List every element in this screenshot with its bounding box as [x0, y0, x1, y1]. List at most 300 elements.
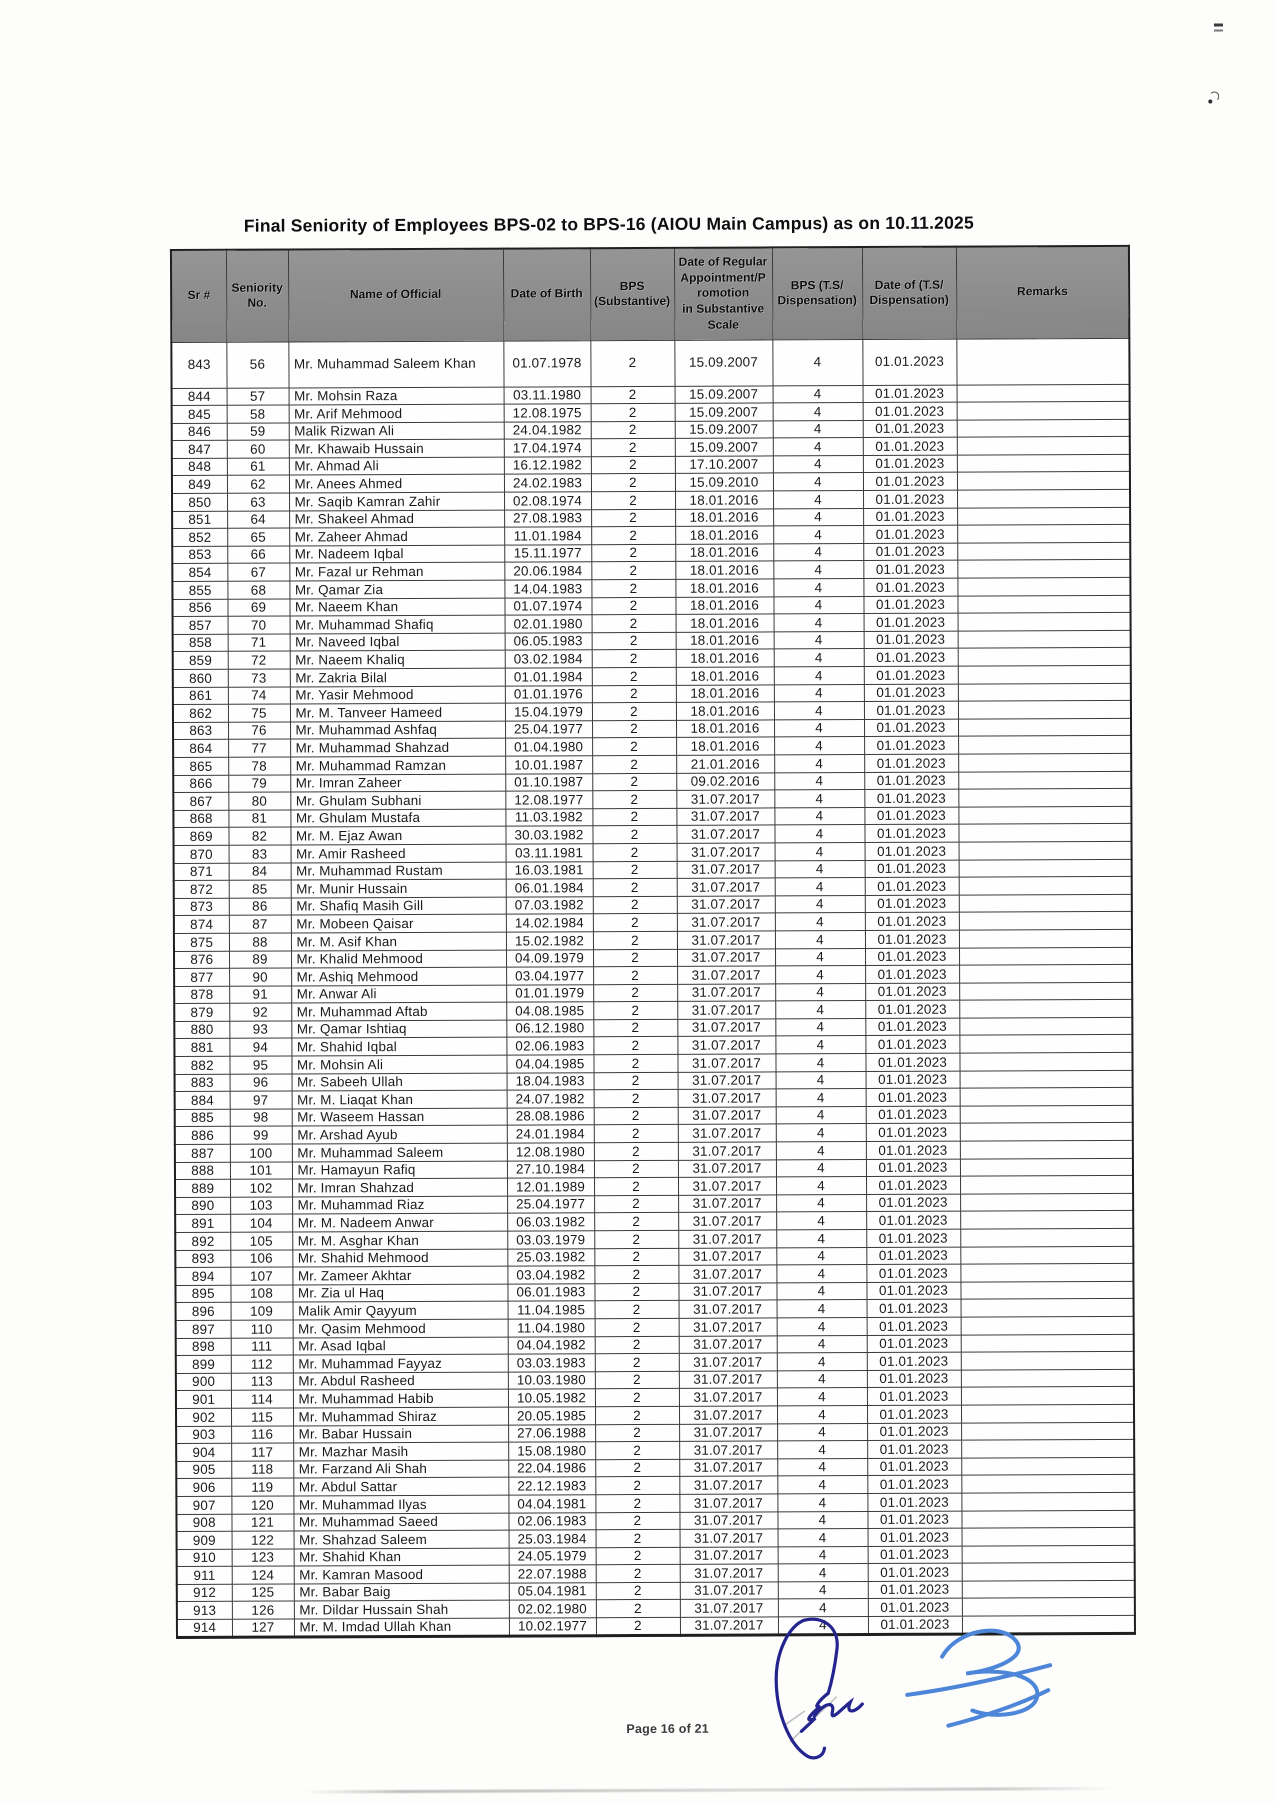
cell-bps-substantive: 2 — [592, 650, 676, 668]
cell-date-ts: 01.01.2023 — [866, 1194, 960, 1212]
cell-remarks — [957, 595, 1130, 613]
cell-date-regular: 31.07.2017 — [678, 1230, 776, 1248]
cell-remarks — [957, 525, 1130, 543]
cell-sr: 880 — [174, 1021, 229, 1039]
cell-bps-ts: 4 — [775, 860, 865, 878]
cell-bps-ts: 4 — [774, 684, 864, 702]
cell-date-ts: 01.01.2023 — [866, 1282, 960, 1300]
cell-seniority-no: 69 — [227, 599, 289, 617]
cell-seniority-no: 75 — [228, 704, 290, 722]
cell-bps-substantive: 2 — [593, 949, 677, 967]
cell-date-ts: 01.01.2023 — [867, 1299, 961, 1317]
cell-date-of-birth: 27.10.1984 — [507, 1160, 594, 1178]
cell-date-of-birth: 27.06.1988 — [508, 1424, 595, 1442]
cell-sr: 902 — [176, 1408, 231, 1426]
cell-date-of-birth: 01.01.1984 — [505, 668, 592, 686]
cell-bps-substantive: 2 — [591, 544, 675, 562]
cell-sr: 890 — [175, 1197, 230, 1215]
cell-date-of-birth: 05.04.1981 — [509, 1583, 596, 1601]
cell-seniority-no: 62 — [227, 475, 289, 493]
cell-bps-substantive: 2 — [591, 597, 675, 615]
cell-bps-ts: 4 — [776, 1071, 866, 1089]
cell-bps-substantive: 2 — [592, 738, 676, 756]
cell-name: Mr. Muhammad Fayyaz — [293, 1354, 508, 1373]
cell-date-ts: 01.01.2023 — [863, 561, 957, 579]
cell-bps-ts: 4 — [774, 702, 864, 720]
cell-bps-substantive: 2 — [594, 1283, 678, 1301]
scan-artifact-mid — [1209, 91, 1219, 101]
cell-bps-ts: 4 — [773, 491, 863, 509]
cell-bps-substantive: 2 — [593, 914, 677, 932]
cell-date-ts: 01.01.2023 — [864, 649, 958, 667]
cell-date-of-birth: 01.04.1980 — [505, 738, 592, 756]
cell-seniority-no: 100 — [230, 1144, 292, 1162]
cell-date-ts: 01.01.2023 — [868, 1563, 962, 1581]
cell-bps-ts: 4 — [776, 1124, 866, 1142]
cell-date-regular: 31.07.2017 — [680, 1529, 778, 1547]
cell-date-regular: 31.07.2017 — [678, 1142, 776, 1160]
cell-bps-substantive: 2 — [591, 562, 675, 580]
cell-seniority-no: 99 — [230, 1126, 292, 1144]
cell-bps-ts: 4 — [778, 1564, 868, 1582]
cell-remarks — [959, 859, 1132, 877]
cell-date-regular: 31.07.2017 — [680, 1582, 778, 1600]
cell-sr: 855 — [172, 581, 227, 599]
cell-seniority-no: 126 — [232, 1601, 294, 1619]
cell-name: Mr. Shahid Iqbal — [291, 1038, 506, 1057]
cell-remarks — [960, 1228, 1133, 1246]
cell-name: Mr. Kamran Masood — [294, 1565, 509, 1584]
cell-sr: 864 — [173, 740, 228, 758]
cell-sr: 882 — [174, 1056, 229, 1074]
cell-date-of-birth: 03.11.1981 — [506, 844, 593, 862]
cell-remarks — [958, 753, 1131, 771]
cell-name: Mr. Abdul Rasheed — [293, 1372, 508, 1391]
cell-date-of-birth: 03.03.1983 — [508, 1354, 595, 1372]
cell-name: Mr. Naveed Iqbal — [290, 633, 505, 652]
cell-bps-ts: 4 — [773, 526, 863, 544]
cell-seniority-no: 84 — [229, 863, 291, 881]
cell-date-of-birth: 11.04.1985 — [508, 1301, 595, 1319]
cell-date-regular: 18.01.2016 — [676, 667, 774, 685]
cell-remarks — [961, 1299, 1134, 1317]
cell-date-ts: 01.01.2023 — [867, 1458, 961, 1476]
cell-remarks — [957, 507, 1130, 525]
header-bps-substantive: BPS (Substantive) — [590, 248, 674, 340]
cell-seniority-no: 77 — [228, 739, 290, 757]
cell-date-regular: 18.01.2016 — [675, 491, 773, 509]
cell-name: Mr. Dildar Hussain Shah — [294, 1601, 509, 1620]
cell-date-regular: 31.07.2017 — [680, 1564, 778, 1582]
cell-bps-ts: 4 — [775, 1054, 865, 1072]
cell-sr: 852 — [172, 529, 227, 547]
cell-seniority-no: 82 — [228, 827, 290, 845]
cell-seniority-no: 72 — [228, 651, 290, 669]
cell-date-ts: 01.01.2023 — [863, 596, 957, 614]
cell-sr: 888 — [175, 1162, 230, 1180]
cell-bps-substantive: 2 — [594, 1125, 678, 1143]
cell-date-of-birth: 06.01.1983 — [507, 1283, 594, 1301]
cell-remarks — [958, 630, 1131, 648]
cell-remarks — [957, 401, 1130, 419]
cell-remarks — [961, 1492, 1134, 1510]
cell-bps-ts: 4 — [777, 1317, 867, 1335]
cell-bps-ts: 4 — [773, 596, 863, 614]
cell-date-ts: 01.01.2023 — [868, 1546, 962, 1564]
cell-date-regular: 18.01.2016 — [676, 685, 774, 703]
cell-date-of-birth: 06.12.1980 — [506, 1020, 593, 1038]
cell-remarks — [958, 665, 1131, 683]
cell-bps-ts: 4 — [773, 385, 863, 403]
cell-sr: 887 — [175, 1144, 230, 1162]
header-name-of-official: Name of Official — [288, 249, 503, 342]
cell-date-regular: 21.01.2016 — [676, 755, 774, 773]
seniority-table — [170, 245, 1136, 1639]
cell-sr: 911 — [177, 1567, 232, 1585]
cell-remarks — [960, 1211, 1133, 1229]
cell-date-regular: 31.07.2017 — [678, 1195, 776, 1213]
cell-name: Mr. Muhammad Ilyas — [293, 1495, 508, 1514]
cell-date-regular: 31.07.2017 — [679, 1406, 777, 1424]
cell-date-regular: 31.07.2017 — [677, 878, 775, 896]
cell-date-of-birth: 04.04.1982 — [508, 1336, 595, 1354]
cell-date-regular: 18.01.2016 — [675, 579, 773, 597]
cell-seniority-no: 90 — [229, 968, 291, 986]
cell-date-regular: 18.01.2016 — [676, 737, 774, 755]
cell-date-ts: 01.01.2023 — [864, 701, 958, 719]
cell-date-of-birth: 22.12.1983 — [508, 1477, 595, 1495]
cell-date-of-birth: 11.04.1980 — [508, 1319, 595, 1337]
cell-date-of-birth: 25.03.1984 — [509, 1530, 596, 1548]
cell-seniority-no: 78 — [228, 757, 290, 775]
cell-bps-substantive: 2 — [595, 1336, 679, 1354]
cell-date-of-birth: 06.05.1983 — [505, 633, 592, 651]
cell-sr: 856 — [172, 599, 227, 617]
cell-date-regular: 31.07.2017 — [677, 913, 775, 931]
cell-bps-substantive: 2 — [592, 632, 676, 650]
cell-date-ts: 01.01.2023 — [864, 824, 958, 842]
cell-date-of-birth: 11.01.1984 — [504, 527, 591, 545]
cell-bps-ts: 4 — [774, 790, 864, 808]
cell-sr: 892 — [175, 1232, 230, 1250]
cell-bps-ts: 4 — [772, 339, 862, 385]
cell-bps-substantive: 2 — [592, 685, 676, 703]
cell-bps-substantive: 2 — [595, 1494, 679, 1512]
cell-seniority-no: 125 — [232, 1584, 294, 1602]
cell-seniority-no: 76 — [228, 722, 290, 740]
cell-name: Mr. Fazal ur Rehman — [289, 563, 504, 582]
cell-sr: 867 — [173, 792, 228, 810]
cell-date-of-birth: 24.01.1984 — [507, 1125, 594, 1143]
cell-bps-ts: 4 — [776, 1212, 866, 1230]
cell-bps-ts: 4 — [773, 438, 863, 456]
cell-date-of-birth: 25.03.1982 — [507, 1248, 594, 1266]
cell-sr: 877 — [174, 968, 229, 986]
cell-date-of-birth: 24.07.1982 — [507, 1090, 594, 1108]
cell-date-of-birth: 03.03.1979 — [507, 1231, 594, 1249]
header-sr: Sr # — [171, 250, 226, 342]
cell-date-of-birth: 15.08.1980 — [508, 1442, 595, 1460]
cell-date-of-birth: 02.06.1983 — [508, 1512, 595, 1530]
page-footer: Page 16 of 21 — [626, 1721, 709, 1737]
cell-name: Mr. Qamar Ishtiaq — [291, 1020, 506, 1039]
cell-date-of-birth: 15.02.1982 — [506, 932, 593, 950]
cell-sr: 896 — [176, 1303, 231, 1321]
cell-name: Mr. Shahid Mehmood — [292, 1249, 507, 1268]
cell-date-ts: 01.01.2023 — [862, 339, 956, 385]
cell-sr: 871 — [174, 863, 229, 881]
cell-bps-ts: 4 — [777, 1353, 867, 1371]
cell-date-regular: 31.07.2017 — [679, 1423, 777, 1441]
cell-sr: 863 — [173, 722, 228, 740]
cell-seniority-no: 101 — [230, 1162, 292, 1180]
cell-date-regular: 31.07.2017 — [678, 1124, 776, 1142]
cell-seniority-no: 127 — [232, 1619, 294, 1637]
cell-date-ts: 01.01.2023 — [867, 1405, 961, 1423]
cell-seniority-no: 71 — [228, 634, 290, 652]
cell-remarks — [958, 789, 1131, 807]
cell-seniority-no: 66 — [227, 546, 289, 564]
cell-bps-ts: 4 — [773, 508, 863, 526]
cell-sr: 884 — [175, 1092, 230, 1110]
cell-date-regular: 31.07.2017 — [678, 1247, 776, 1265]
cell-remarks — [961, 1404, 1134, 1422]
cell-date-of-birth: 06.01.1984 — [506, 879, 593, 897]
cell-seniority-no: 121 — [231, 1514, 293, 1532]
cell-date-ts: 01.01.2023 — [867, 1370, 961, 1388]
cell-date-regular: 31.07.2017 — [679, 1371, 777, 1389]
cell-sr: 914 — [177, 1619, 232, 1637]
cell-sr: 903 — [176, 1426, 231, 1444]
cell-name: Mr. Naeem Khan — [289, 598, 504, 617]
cell-date-regular: 31.07.2017 — [677, 1036, 775, 1054]
cell-remarks — [958, 613, 1131, 631]
signature-dark — [776, 1619, 863, 1758]
cell-bps-ts: 4 — [776, 1265, 866, 1283]
cell-name: Mr. Babar Hussain — [293, 1425, 508, 1444]
cell-date-of-birth: 01.07.1974 — [504, 597, 591, 615]
cell-seniority-no: 93 — [229, 1021, 291, 1039]
cell-date-ts: 01.01.2023 — [866, 1124, 960, 1142]
cell-date-regular: 17.10.2007 — [675, 456, 773, 474]
cell-bps-ts: 4 — [773, 455, 863, 473]
cell-bps-ts: 4 — [774, 754, 864, 772]
cell-date-regular: 31.07.2017 — [678, 1072, 776, 1090]
header-date-ts-dispensation: Date of (T.S/ Dispensation) — [862, 247, 956, 339]
cell-date-ts: 01.01.2023 — [863, 508, 957, 526]
cell-name: Mr. Mohsin Ali — [291, 1055, 506, 1074]
cell-date-of-birth: 20.05.1985 — [508, 1407, 595, 1425]
cell-bps-ts: 4 — [774, 667, 864, 685]
cell-sr: 846 — [172, 423, 227, 441]
cell-remarks — [957, 489, 1130, 507]
cell-bps-ts: 4 — [776, 1247, 866, 1265]
cell-remarks — [961, 1439, 1134, 1457]
cell-remarks — [959, 1052, 1132, 1070]
cell-bps-substantive: 2 — [594, 1248, 678, 1266]
cell-bps-ts: 4 — [777, 1423, 867, 1441]
cell-date-ts: 01.01.2023 — [865, 1000, 959, 1018]
cell-remarks — [959, 1035, 1132, 1053]
cell-remarks — [959, 947, 1132, 965]
cell-remarks — [962, 1615, 1135, 1633]
cell-date-regular: 31.07.2017 — [678, 1089, 776, 1107]
cell-date-of-birth: 24.05.1979 — [509, 1547, 596, 1565]
cell-date-ts: 01.01.2023 — [867, 1352, 961, 1370]
cell-bps-substantive: 2 — [591, 456, 675, 474]
cell-date-regular: 18.01.2016 — [676, 614, 774, 632]
cell-sr: 878 — [174, 986, 229, 1004]
cell-bps-substantive: 2 — [593, 931, 677, 949]
cell-sr: 883 — [175, 1074, 230, 1092]
cell-seniority-no: 96 — [230, 1074, 292, 1092]
cell-bps-substantive: 2 — [593, 843, 677, 861]
cell-date-ts: 01.01.2023 — [865, 1036, 959, 1054]
cell-remarks — [960, 1070, 1133, 1088]
cell-bps-ts: 4 — [777, 1388, 867, 1406]
cell-sr: 869 — [173, 828, 228, 846]
cell-bps-ts: 4 — [778, 1617, 868, 1635]
cell-bps-substantive: 2 — [593, 1019, 677, 1037]
cell-name: Mr. Muhammad Shahzad — [290, 738, 505, 757]
cell-date-of-birth: 10.03.1980 — [508, 1371, 595, 1389]
header-date-regular-appointment: Date of Regular Appointment/P romotion in Substantive Scale — [674, 247, 772, 339]
cell-sr: 891 — [175, 1215, 230, 1233]
cell-sr: 881 — [174, 1039, 229, 1057]
cell-sr: 859 — [173, 652, 228, 670]
cell-date-regular: 18.01.2016 — [676, 702, 774, 720]
cell-bps-ts: 4 — [775, 1001, 865, 1019]
cell-date-regular: 31.07.2017 — [677, 1019, 775, 1037]
cell-date-regular: 31.07.2017 — [679, 1335, 777, 1353]
cell-bps-ts: 4 — [774, 719, 864, 737]
scan-edge-artifact — [305, 1787, 1115, 1794]
cell-bps-substantive: 2 — [593, 861, 677, 879]
cell-bps-ts: 4 — [777, 1441, 867, 1459]
cell-bps-substantive: 2 — [594, 1090, 678, 1108]
cell-date-ts: 01.01.2023 — [863, 455, 957, 473]
cell-seniority-no: 57 — [227, 388, 289, 406]
cell-date-regular: 18.01.2016 — [675, 561, 773, 579]
cell-remarks — [960, 1193, 1133, 1211]
cell-bps-ts: 4 — [773, 561, 863, 579]
cell-date-of-birth: 25.04.1977 — [505, 720, 592, 738]
cell-bps-substantive: 2 — [594, 1213, 678, 1231]
cell-date-ts: 01.01.2023 — [863, 490, 957, 508]
table-row — [177, 1615, 1135, 1637]
cell-date-regular: 18.01.2016 — [676, 632, 774, 650]
cell-name: Mr. M. Liaqat Khan — [292, 1090, 507, 1109]
cell-bps-substantive: 2 — [595, 1477, 679, 1495]
cell-date-of-birth: 24.04.1982 — [504, 421, 591, 439]
cell-seniority-no: 91 — [229, 986, 291, 1004]
cell-name: Mr. M. Asif Khan — [291, 932, 506, 951]
cell-sr: 850 — [172, 493, 227, 511]
cell-date-regular: 31.07.2017 — [678, 1160, 776, 1178]
cell-bps-substantive: 2 — [594, 1160, 678, 1178]
cell-name: Mr. Muhammad Saleem — [292, 1143, 507, 1162]
cell-date-of-birth: 22.07.1988 — [509, 1565, 596, 1583]
cell-sr: 901 — [176, 1391, 231, 1409]
cell-name: Mr. M. Imdad Ullah Khan — [294, 1618, 509, 1637]
cell-date-ts: 01.01.2023 — [863, 437, 957, 455]
cell-name: Mr. Naeem Khaliq — [290, 650, 505, 669]
scan-artifact-top — [1214, 23, 1223, 31]
cell-date-ts: 01.01.2023 — [868, 1581, 962, 1599]
cell-remarks — [959, 912, 1132, 930]
cell-date-regular: 09.02.2016 — [676, 772, 774, 790]
cell-seniority-no: 60 — [227, 440, 289, 458]
cell-date-of-birth: 02.01.1980 — [505, 615, 592, 633]
cell-remarks — [958, 824, 1131, 842]
cell-date-regular: 31.07.2017 — [678, 1107, 776, 1125]
cell-bps-ts: 4 — [775, 1018, 865, 1036]
cell-bps-ts: 4 — [776, 1282, 866, 1300]
cell-bps-substantive: 2 — [595, 1353, 679, 1371]
cell-date-of-birth: 30.03.1982 — [505, 826, 592, 844]
cell-bps-ts: 4 — [775, 930, 865, 948]
cell-date-of-birth: 20.06.1984 — [504, 562, 591, 580]
cell-bps-substantive: 2 — [594, 1195, 678, 1213]
cell-sr: 905 — [176, 1461, 231, 1479]
cell-remarks — [957, 542, 1130, 560]
cell-sr: 886 — [175, 1127, 230, 1145]
cell-name: Malik Rizwan Ali — [289, 422, 504, 441]
cell-bps-ts: 4 — [776, 1089, 866, 1107]
cell-date-regular: 15.09.2007 — [675, 438, 773, 456]
cell-sr: 848 — [172, 458, 227, 476]
cell-remarks — [958, 648, 1131, 666]
cell-date-of-birth: 22.04.1986 — [508, 1459, 595, 1477]
cell-date-ts: 01.01.2023 — [866, 1088, 960, 1106]
cell-seniority-no: 124 — [232, 1566, 294, 1584]
cell-date-regular: 15.09.2007 — [675, 403, 773, 421]
cell-date-regular: 18.01.2016 — [675, 526, 773, 544]
cell-date-ts: 01.01.2023 — [866, 1212, 960, 1230]
cell-bps-substantive: 2 — [594, 1266, 678, 1284]
cell-seniority-no: 65 — [227, 528, 289, 546]
cell-sr: 851 — [172, 511, 227, 529]
cell-seniority-no: 112 — [231, 1355, 293, 1373]
cell-bps-substantive: 2 — [596, 1600, 680, 1618]
cell-seniority-no: 70 — [228, 616, 290, 634]
cell-date-of-birth: 03.04.1982 — [507, 1266, 594, 1284]
cell-bps-ts: 4 — [777, 1405, 867, 1423]
cell-date-regular: 18.01.2016 — [675, 509, 773, 527]
cell-sr: 854 — [172, 564, 227, 582]
cell-date-of-birth: 01.07.1978 — [503, 340, 590, 386]
signature-light — [907, 1630, 1050, 1725]
cell-remarks — [960, 1176, 1133, 1194]
cell-seniority-no: 83 — [229, 845, 291, 863]
cell-seniority-no: 59 — [227, 423, 289, 441]
cell-name: Mr. Saqib Kamran Zahir — [289, 492, 504, 511]
cell-date-of-birth: 07.03.1982 — [506, 896, 593, 914]
cell-date-of-birth: 10.05.1982 — [508, 1389, 595, 1407]
cell-date-of-birth: 02.06.1983 — [506, 1037, 593, 1055]
cell-bps-ts: 4 — [777, 1511, 867, 1529]
cell-remarks — [960, 1281, 1133, 1299]
cell-bps-ts: 4 — [777, 1300, 867, 1318]
cell-remarks — [960, 1105, 1133, 1123]
cell-date-of-birth: 03.04.1977 — [506, 967, 593, 985]
cell-seniority-no: 74 — [228, 687, 290, 705]
cell-remarks — [956, 338, 1129, 385]
cell-bps-substantive: 2 — [594, 1142, 678, 1160]
cell-seniority-no: 107 — [230, 1267, 292, 1285]
cell-date-regular: 31.07.2017 — [677, 931, 775, 949]
cell-date-ts: 01.01.2023 — [868, 1599, 962, 1617]
